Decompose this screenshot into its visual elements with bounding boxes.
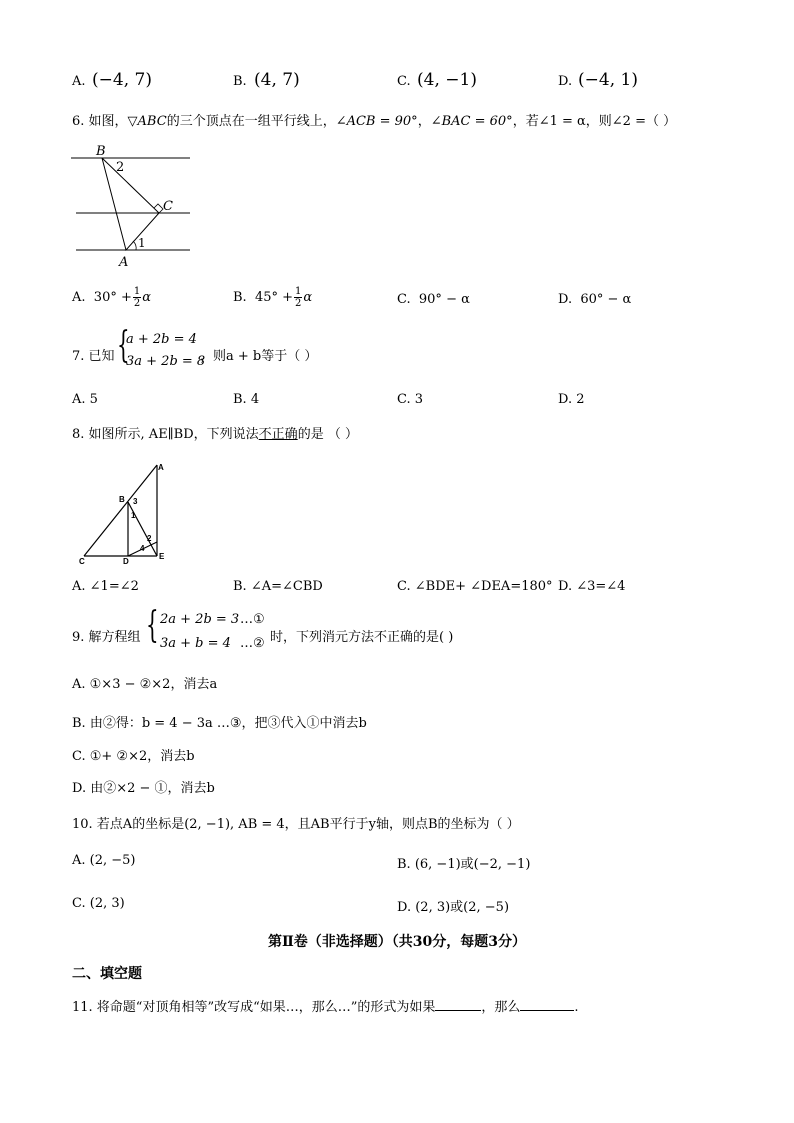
q7-equation-1: a + 2b = 4 [126, 332, 197, 347]
point-c-label: C [163, 199, 173, 214]
q9-option-b: B. 由②得：b = 4 − 3a …③，把③代入①中消去b [72, 716, 367, 731]
q6-option-d-value: 60° − α [580, 292, 632, 307]
q8-option-d: D. ∠3=∠4 [558, 579, 626, 594]
q10-option-c: C. (2, 3) [72, 896, 125, 911]
q6-cond-acb: ∠ACB = 90° [335, 114, 418, 129]
point-c-label: C [79, 557, 85, 566]
q9-option-d: D. 由②×2 − ①，消去b [72, 781, 215, 796]
q7-option-b: B. 4 [233, 392, 260, 407]
q7-option-d: D. 2 [558, 392, 585, 407]
q7-pre: 7. 已知 [72, 349, 115, 364]
q6-cond-bac: ∠BAC = 60° [430, 114, 513, 129]
q5-option-b-label: B. [233, 74, 247, 89]
q6-option-d [558, 292, 631, 307]
angle-2-label: 2 [116, 160, 125, 175]
q5-option-c-value: (4, −1) [417, 70, 477, 90]
q11-blank-2[interactable] [520, 998, 574, 1011]
q8-stem-post: 的是 （ ） [297, 427, 358, 442]
q6-figure [66, 140, 196, 270]
q7-option-c: C. 3 [397, 392, 424, 407]
fraction-num: 1 [133, 286, 141, 297]
q9-option-a: A. ①×3 − ②×2，消去a [72, 677, 218, 692]
q6-option-d-label: D. [558, 292, 573, 307]
point-a-label: A [158, 463, 164, 472]
q6-option-c [397, 292, 470, 307]
fraction-half [133, 286, 141, 309]
q6-option-c-label: C. [397, 292, 411, 307]
q9-equation-1-tag: …① [240, 612, 265, 627]
q10-stem: 10. 若点A的坐标是(2, −1), AB = 4，且AB平行于y轴，则点B的坐标为（ ） [72, 817, 520, 832]
angle-2-label: 2 [147, 534, 152, 543]
q10-option-b: B. (6, −1)或(−2, −1) [397, 857, 531, 872]
q8-option-b: B. ∠A=∠CBD [233, 579, 323, 594]
point-d-label: D [123, 557, 129, 566]
q6-stem [72, 110, 676, 129]
fraction-den: 2 [133, 298, 141, 309]
q9-equation-2: 3a + b = 4 [160, 636, 231, 651]
q6-triangle: ▽ABC [127, 114, 167, 129]
q9-pre: 9. 解方程组 [72, 630, 141, 645]
q5-option-d-value: (−4, 1) [578, 70, 638, 90]
q11-pre: 11. 将命题“对顶角相等”改写成“如果…，那么…”的形式为如果 [72, 1000, 436, 1015]
q6-option-b [233, 286, 312, 309]
q11-mid: ，那么 [481, 1000, 521, 1015]
part-two-title: 第Ⅱ卷（非选择题）（共30分，每题3分） [267, 934, 527, 950]
system-brace: { [117, 325, 130, 366]
q8-stem-underlined: 不正确 [258, 427, 298, 442]
q7-option-a: A. 5 [72, 392, 98, 407]
angle-3-label: 3 [133, 497, 138, 506]
q7-post: ，则a + b等于（ ） [200, 349, 318, 364]
q7-equation-2: 3a + 2b = 8 [126, 354, 206, 369]
point-a-label: A [119, 255, 129, 270]
q8-option-c: C. ∠BDE+ ∠DEA=180° [397, 579, 553, 594]
system-brace: { [146, 605, 159, 646]
q11-post: . [574, 1000, 579, 1015]
q5-option-c-label: C. [397, 74, 411, 89]
angle-4-label: 4 [140, 544, 145, 553]
angle-1-label: 1 [138, 236, 146, 250]
q6-stem-pre: 6. 如图， [72, 114, 128, 129]
fraction-half [294, 286, 302, 309]
q10-option-a: A. (2, −5) [72, 853, 136, 868]
q9-equation-2-tag: …② [240, 636, 265, 651]
q9-option-c: C. ①+ ②×2，消去b [72, 749, 195, 764]
angle-1-label: 1 [131, 511, 136, 520]
q6-sep: ， [417, 114, 431, 129]
q6-stem-end: ，若∠1 = α，则∠2 =（ ） [512, 114, 677, 129]
q8-stem [72, 423, 358, 442]
q9-post: 时，下列消元方法不正确的是( ) [270, 630, 454, 645]
q6-option-b-pre: 45° + [254, 290, 294, 305]
q10-option-d: D. (2, 3)或(2, −5) [397, 900, 510, 915]
point-e-label: E [159, 552, 165, 561]
fraction-den: 2 [295, 298, 302, 309]
fraction-num: 1 [295, 286, 302, 297]
q9-equation-1: 2a + 2b = 3 [160, 612, 240, 627]
q6-option-a-label: A. [72, 290, 86, 305]
q11-blank-1[interactable] [435, 998, 481, 1011]
q8-option-a: A. ∠1=∠2 [72, 579, 139, 594]
q11 [72, 996, 579, 1015]
q5-option-a-value: (−4, 7) [92, 70, 152, 90]
q6-option-b-alpha: α [303, 290, 313, 305]
q6-option-a-pre: 30° + [93, 290, 132, 305]
q5-option-b-value: (4, 7) [254, 70, 300, 90]
point-b-label: B [119, 495, 125, 504]
section-heading-fill-in: 二、填空题 [72, 966, 142, 982]
q6-option-b-label: B. [233, 290, 247, 305]
triangle-abc [102, 158, 159, 250]
q6-stem-mid: 的三个顶点在一组平行线上， [166, 114, 336, 129]
q6-option-c-value: 90° − α [418, 292, 470, 307]
q6-option-a-alpha: α [142, 290, 152, 305]
point-b-label: B [96, 144, 106, 159]
q5-option-a-label: A. [72, 74, 86, 89]
q8-stem-pre: 8. 如图所示, AE∥BD，下列说法 [72, 427, 259, 442]
q5-option-d-label: D. [558, 74, 573, 89]
right-angle-mark [154, 204, 163, 213]
q6-option-a [72, 286, 151, 309]
q8-figure [76, 460, 176, 570]
